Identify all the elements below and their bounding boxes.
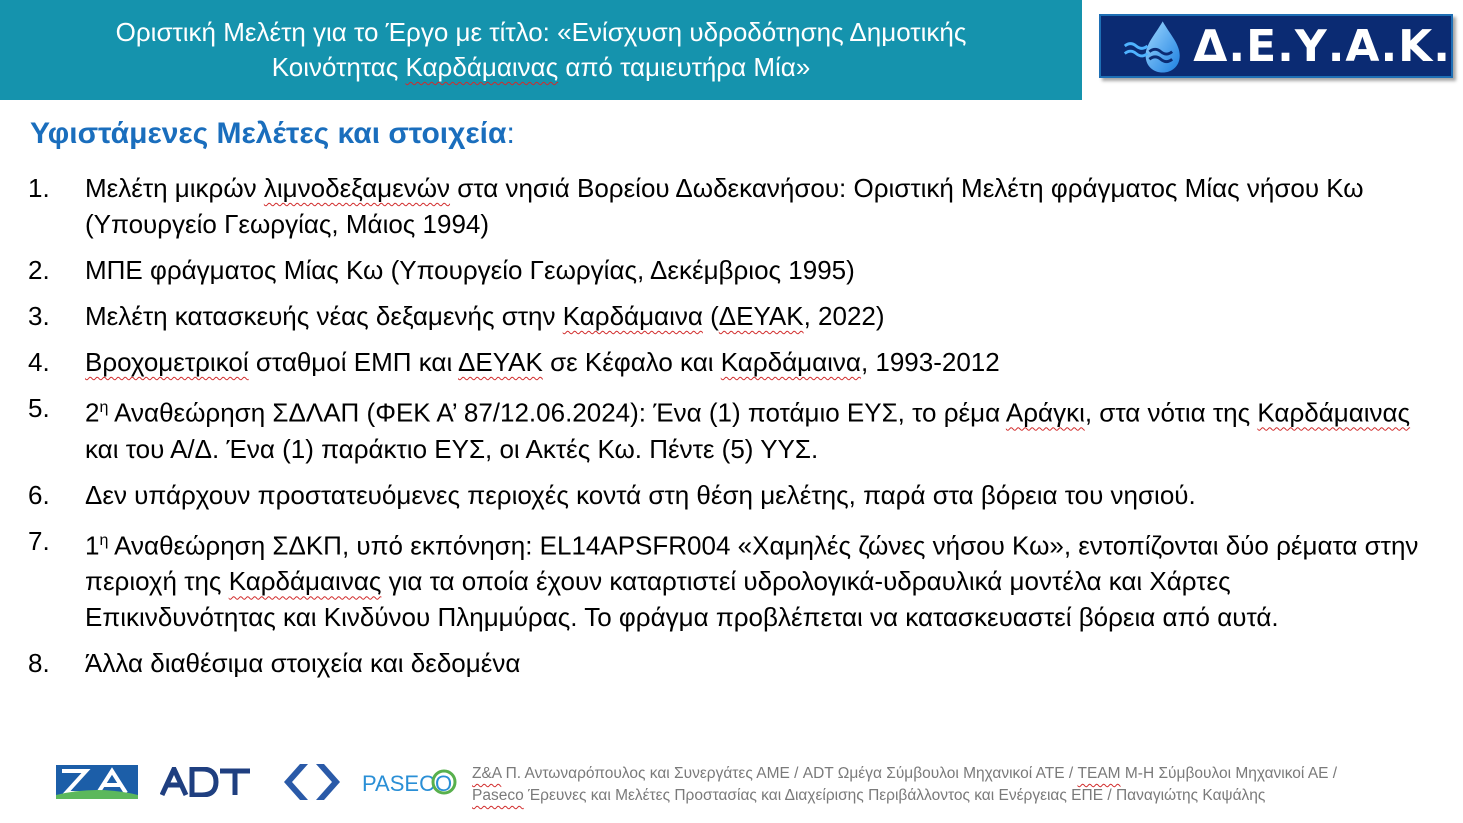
logo-text: Δ.Ε.Υ.Α.Κ. [1193, 20, 1451, 72]
footer-credits [472, 763, 1432, 807]
header-title-line2: Κοινότητας Καρδάμαινας από ταμιευτήρα Μία» [271, 52, 811, 82]
list-item: 6. Δεν υπάρχουν προστατευόμενες περιοχές κοντά στη θέση μελέτης, παρά στα βόρεια του νησιού. [28, 479, 1196, 510]
team-logo [280, 762, 344, 802]
list-item: 4. Βροχομετρικοί σταθμοί ΕΜΠ και ΔΕΥΑΚ σε Κέφαλο και Καρδάμαινα, 1993-2012 [28, 347, 1000, 377]
svg-text:PASECO: PASECO [362, 771, 453, 796]
header-banner [0, 0, 1082, 100]
water-drop-icon [1121, 16, 1187, 76]
studies-list [28, 170, 1428, 691]
section-title: Υφιστάμενες Μελέτες και στοιχεία: [30, 117, 515, 150]
list-item: 7. $1^\eta$ Αναθεώρηση ΣΔΚΠ, υπό εκπόνηση: EL14APSFR004 «Χαμηλές ζώνες νήσου Κω», εντοπίζονται δύο ρέματα στην περιοχή της Καρδάμαινας για τα οποία έχουν καταρτιστεί υδρολογικά-υδραυλικά μοντέλα και Χάρτες Επικινδυνότητας και Κινδύνου Πλημμύρας. Το φράγμα προβλέπεται να κατασκευαστεί βόρεια από αυτά. [28, 525, 1419, 633]
list-item: 2. ΜΠΕ φράγματος Μίας Κω (Υπουργείο Γεωργίας, Δεκέμβριος 1995) [28, 255, 855, 285]
partner-logos [56, 764, 458, 800]
paseco-logo [362, 767, 458, 797]
list-item: 5. $2^\eta$ Αναθεώρηση ΣΔΛΑΠ (ΦΕΚ Α’ 87/12.06.2024): Ένα (1) ποτάμιο ΕΥΣ, το ρέμα Αράγκι, στα νότια της Καρδάμαινας και του Α/Δ. Ένα (1) παράκτιο ΕΥΣ, οι Ακτές Κω. Πέντε (5) ΥΥΣ. [28, 393, 1411, 464]
footer-line2: Paseco Έρευνες και Μελέτες Προστασίας και Διαχείρισης Περιβάλλοντος και Ενέργειας ΕΠΕ / Παναγιώτης Καψάλης [472, 787, 1266, 804]
header-title-line1: Οριστική Μελέτη για το Έργο με τίτλο: «Ενίσχυση υδροδότησης Δημοτικής [115, 17, 967, 47]
list-item: 8. Άλλα διαθέσιμα στοιχεία και δεδομένα [28, 648, 521, 679]
footer-line1: Ζ&Α Π. Αντωναρόπουλος και Συνεργάτες ΑΜΕ / ADT Ωμέγα Σύμβουλοι Μηχανικοί ΑΤΕ / TEAM Μ-Η Σύμβουλοι Μηχανικοί ΑΕ / [472, 765, 1338, 782]
list-item: 3. Μελέτη κατασκευής νέας δεξαμενής στην Καρδάμαινα (ΔΕΥΑΚ, 2022) [28, 301, 885, 331]
za-logo [56, 765, 138, 799]
adt-logo [160, 767, 252, 797]
list-item: 1. Μελέτη μικρών λιμνοδεξαμενών στα νησιά Βορείου Δωδεκανήσου: Οριστική Μελέτη φράγματος Μίας νήσου Κω (Υπουργείο Γεωργίας, Μάιος 1994) [28, 173, 1364, 239]
deyak-logo [1099, 14, 1453, 78]
